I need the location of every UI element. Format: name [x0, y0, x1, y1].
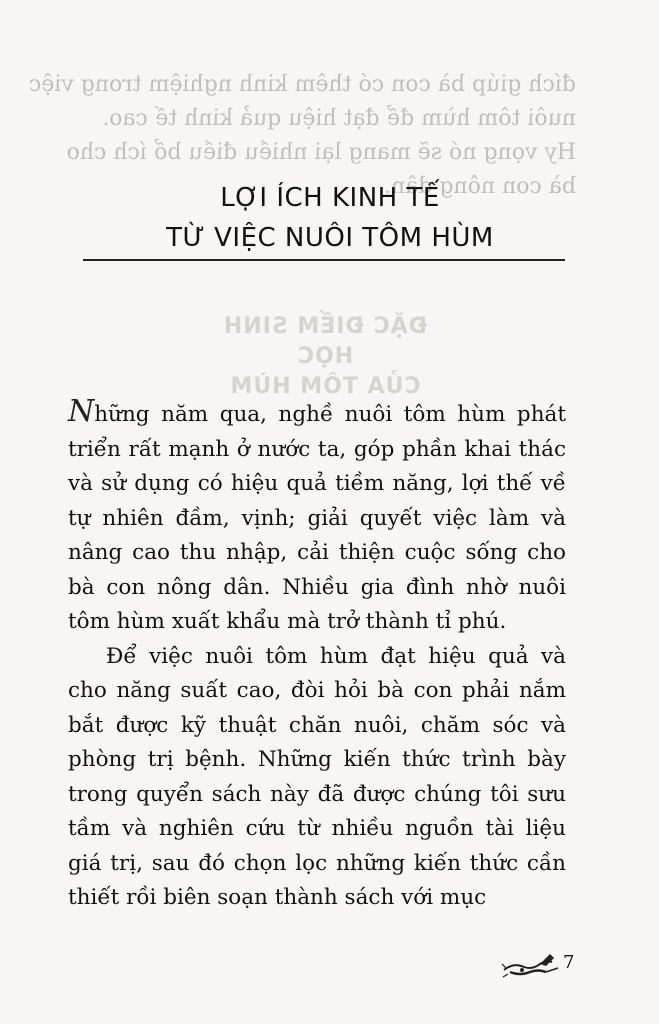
bleed-line: Hy vọng nó sẽ mang lại nhiều điều bổ ích cho: [66, 140, 576, 165]
bleed-through-heading: [205, 312, 445, 402]
chapter-title: [80, 178, 580, 258]
bleed-heading-line: CỦA TÔM HÙM: [229, 374, 421, 399]
bleed-heading-line: ĐẶC ĐIỂM SINH HỌC: [222, 314, 428, 369]
paragraph-text: hững năm qua, nghề nuôi tôm hùm phát triển rất mạnh ở nước ta, góp phần khai thác và sử dụng có hiệu quả tiềm năng, lợi thế về tự nhiên đầm, vịnh; giải quyết việc làm và nâng cao thu nhập, cải thiện cuộc sống cho bà con nông dân. Nhiều gia đình nhờ nuôi tôm hùm xuất khẩu mà trở thành tỉ phú.: [68, 402, 566, 634]
chapter-title-line-1: LỢI ÍCH KINH TẾ: [220, 183, 440, 213]
title-divider: [83, 259, 565, 261]
chapter-title-line-2: TỪ VIỆC NUÔI TÔM HÙM: [166, 223, 494, 253]
bleed-line: đích giúp bà con có thêm kinh nghiệm trong việc: [28, 72, 576, 97]
lobster-ornament-svg: [500, 950, 562, 980]
page-number: 7: [563, 952, 575, 973]
body-text: [68, 395, 566, 916]
paragraph: [68, 395, 566, 640]
bleed-line: bà con nông dân.: [384, 174, 576, 199]
drop-cap: N: [68, 394, 95, 429]
bleed-line: nuôi tôm hùm để đạt hiệu quả kinh tế cao.: [102, 106, 576, 131]
lobster-ornament-icon: [500, 950, 590, 980]
paragraph: Để việc nuôi tôm hùm đạt hiệu quả và cho năng suất cao, đòi hỏi bà con phải nắm bắt được kỹ thuật chăn nuôi, chăm sóc và phòng trị bệnh. Những kiến thức trình bày trong quyển sách này đã được chúng tôi sưu tầm và nghiên cứu từ nhiều nguồn tài liệu giá trị, sau đó chọn lọc những kiến thức cần thiết rồi biên soạn thành sách với mục: [68, 643, 566, 910]
